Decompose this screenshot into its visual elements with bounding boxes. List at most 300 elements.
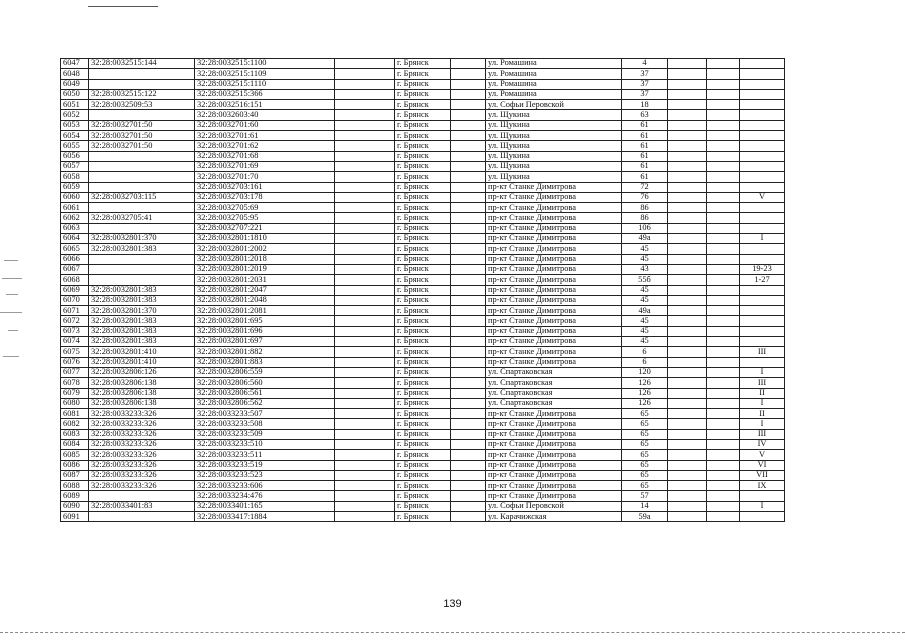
- row-number: 6052: [61, 110, 89, 120]
- apartment: [740, 285, 785, 295]
- cadastral-number: 32:28:0032801:883: [195, 357, 335, 367]
- street: пр-кт Станке Димитрова: [486, 316, 622, 326]
- house-number: 6: [622, 347, 668, 357]
- blank-cell: [335, 131, 395, 141]
- previous-cadastral-number: 32:28:0032701:50: [89, 131, 195, 141]
- blank-cell: [335, 120, 395, 130]
- previous-cadastral-number: 32:28:0032801:370: [89, 234, 195, 244]
- row-number: 6061: [61, 203, 89, 213]
- row-number: 6082: [61, 419, 89, 429]
- table-row: [61, 491, 785, 501]
- blank-cell: [707, 244, 740, 254]
- blank-cell: [451, 419, 486, 429]
- blank-cell: [707, 141, 740, 151]
- previous-cadastral-number: 32:28:0032801:383: [89, 244, 195, 254]
- blank-cell: [707, 79, 740, 89]
- apartment: II: [740, 409, 785, 419]
- city: г. Брянск: [395, 326, 451, 336]
- blank-cell: [668, 316, 707, 326]
- house-number: 126: [622, 388, 668, 398]
- blank-cell: [335, 409, 395, 419]
- blank-cell: [707, 337, 740, 347]
- previous-cadastral-number: [89, 172, 195, 182]
- apartment: [740, 316, 785, 326]
- table-row: [61, 89, 785, 99]
- table-row: [61, 512, 785, 522]
- blank-cell: [668, 69, 707, 79]
- city: г. Брянск: [395, 460, 451, 470]
- row-number: 6078: [61, 378, 89, 388]
- blank-cell: [707, 213, 740, 223]
- blank-cell: [707, 172, 740, 182]
- blank-cell: [668, 501, 707, 511]
- apartment: [740, 254, 785, 264]
- row-number: 6063: [61, 223, 89, 233]
- previous-cadastral-number: [89, 161, 195, 171]
- table-row: [61, 337, 785, 347]
- table-row: [61, 254, 785, 264]
- street: пр-кт Станке Димитрова: [486, 254, 622, 264]
- blank-cell: [707, 481, 740, 491]
- house-number: 86: [622, 203, 668, 213]
- blank-cell: [335, 285, 395, 295]
- cadastral-number: 32:28:0032801:2081: [195, 306, 335, 316]
- blank-cell: [451, 316, 486, 326]
- row-number: 6065: [61, 244, 89, 254]
- previous-cadastral-number: 32:28:0032509:53: [89, 100, 195, 110]
- table-row: [61, 161, 785, 171]
- blank-cell: [335, 192, 395, 202]
- city: г. Брянск: [395, 254, 451, 264]
- house-number: 61: [622, 120, 668, 130]
- house-number: 4: [622, 59, 668, 69]
- city: г. Брянск: [395, 367, 451, 377]
- city: г. Брянск: [395, 223, 451, 233]
- blank-cell: [335, 491, 395, 501]
- previous-cadastral-number: [89, 223, 195, 233]
- previous-cadastral-number: [89, 69, 195, 79]
- blank-cell: [668, 141, 707, 151]
- house-number: 37: [622, 79, 668, 89]
- street: ул. Карачижская: [486, 512, 622, 522]
- cadastral-number: 32:28:0033233:508: [195, 419, 335, 429]
- previous-cadastral-number: 32:28:0032801:383: [89, 316, 195, 326]
- cadastral-number: 32:28:0033233:507: [195, 409, 335, 419]
- cadastral-number: 32:28:0032701:70: [195, 172, 335, 182]
- table-row: [61, 306, 785, 316]
- street: пр-кт Станке Димитрова: [486, 203, 622, 213]
- previous-cadastral-number: [89, 203, 195, 213]
- table-row: [61, 79, 785, 89]
- house-number: 126: [622, 398, 668, 408]
- blank-cell: [707, 295, 740, 305]
- cadastral-number: 32:28:0033401:165: [195, 501, 335, 511]
- apartment: [740, 79, 785, 89]
- previous-cadastral-number: [89, 182, 195, 192]
- blank-cell: [335, 501, 395, 511]
- city: г. Брянск: [395, 295, 451, 305]
- blank-cell: [451, 203, 486, 213]
- cadastral-number: 32:28:0032603:40: [195, 110, 335, 120]
- house-number: 45: [622, 244, 668, 254]
- blank-cell: [707, 161, 740, 171]
- house-number: 45: [622, 316, 668, 326]
- street: пр-кт Станке Димитрова: [486, 234, 622, 244]
- blank-cell: [335, 378, 395, 388]
- blank-cell: [335, 439, 395, 449]
- blank-cell: [707, 120, 740, 130]
- city: г. Брянск: [395, 234, 451, 244]
- table-row: [61, 110, 785, 120]
- cadastral-number: 32:28:0032515:1109: [195, 69, 335, 79]
- blank-cell: [707, 275, 740, 285]
- table-row: [61, 357, 785, 367]
- apartment: [740, 100, 785, 110]
- blank-cell: [451, 264, 486, 274]
- street: ул. Ромашина: [486, 79, 622, 89]
- table-row: [61, 223, 785, 233]
- blank-cell: [668, 481, 707, 491]
- cadastral-number: 32:28:0032806:560: [195, 378, 335, 388]
- table-row: [61, 316, 785, 326]
- blank-cell: [707, 439, 740, 449]
- blank-cell: [451, 100, 486, 110]
- street: пр-кт Станке Димитрова: [486, 264, 622, 274]
- previous-cadastral-number: 32:28:0033233:326: [89, 450, 195, 460]
- apartment: III: [740, 378, 785, 388]
- house-number: 61: [622, 141, 668, 151]
- street: пр-кт Станке Димитрова: [486, 182, 622, 192]
- blank-cell: [668, 79, 707, 89]
- street: ул. Щукина: [486, 120, 622, 130]
- house-number: 65: [622, 450, 668, 460]
- blank-cell: [335, 275, 395, 285]
- blank-cell: [668, 429, 707, 439]
- street: пр-кт Станке Димитрова: [486, 337, 622, 347]
- cadastral-number: 32:28:0033233:510: [195, 439, 335, 449]
- house-number: 6: [622, 357, 668, 367]
- blank-cell: [668, 234, 707, 244]
- blank-cell: [335, 357, 395, 367]
- blank-cell: [335, 110, 395, 120]
- blank-cell: [335, 79, 395, 89]
- house-number: 49а: [622, 306, 668, 316]
- apartment: [740, 306, 785, 316]
- previous-cadastral-number: 32:28:0032806:138: [89, 388, 195, 398]
- row-number: 6059: [61, 182, 89, 192]
- cadastral-number: 32:28:0032705:69: [195, 203, 335, 213]
- apartment: I: [740, 398, 785, 408]
- blank-cell: [451, 367, 486, 377]
- apartment: II: [740, 388, 785, 398]
- city: г. Брянск: [395, 501, 451, 511]
- previous-cadastral-number: 32:28:0032801:383: [89, 285, 195, 295]
- house-number: 61: [622, 161, 668, 171]
- previous-cadastral-number: 32:28:0033233:326: [89, 439, 195, 449]
- city: г. Брянск: [395, 182, 451, 192]
- row-number: 6056: [61, 151, 89, 161]
- blank-cell: [335, 141, 395, 151]
- row-number: 6071: [61, 306, 89, 316]
- blank-cell: [451, 141, 486, 151]
- house-number: 57: [622, 491, 668, 501]
- cadastral-number: 32:28:0032515:1100: [195, 59, 335, 69]
- previous-cadastral-number: 32:28:0032801:383: [89, 295, 195, 305]
- blank-cell: [335, 89, 395, 99]
- house-number: 65: [622, 439, 668, 449]
- apartment: [740, 491, 785, 501]
- blank-cell: [707, 429, 740, 439]
- blank-cell: [335, 182, 395, 192]
- table-row: [61, 470, 785, 480]
- blank-cell: [451, 337, 486, 347]
- row-number: 6087: [61, 470, 89, 480]
- row-number: 6081: [61, 409, 89, 419]
- row-number: 6053: [61, 120, 89, 130]
- city: г. Брянск: [395, 161, 451, 171]
- blank-cell: [335, 450, 395, 460]
- blank-cell: [451, 161, 486, 171]
- blank-cell: [668, 120, 707, 130]
- street: пр-кт Станке Димитрова: [486, 285, 622, 295]
- previous-cadastral-number: [89, 254, 195, 264]
- cadastral-number: 32:28:0033233:523: [195, 470, 335, 480]
- street: пр-кт Станке Димитрова: [486, 357, 622, 367]
- cadastral-number: 32:28:0033234:476: [195, 491, 335, 501]
- street: пр-кт Станке Димитрова: [486, 347, 622, 357]
- previous-cadastral-number: 32:28:0032806:138: [89, 398, 195, 408]
- blank-cell: [707, 357, 740, 367]
- blank-cell: [335, 481, 395, 491]
- street: ул. Ромашина: [486, 59, 622, 69]
- row-number: 6051: [61, 100, 89, 110]
- cadastral-number: 32:28:0032801:697: [195, 337, 335, 347]
- house-number: 65: [622, 429, 668, 439]
- cadastral-number: 32:28:0032705:95: [195, 213, 335, 223]
- blank-cell: [668, 347, 707, 357]
- row-number: 6069: [61, 285, 89, 295]
- city: г. Брянск: [395, 398, 451, 408]
- previous-cadastral-number: 32:28:0032801:410: [89, 357, 195, 367]
- blank-cell: [707, 378, 740, 388]
- previous-cadastral-number: 32:28:0032801:370: [89, 306, 195, 316]
- blank-cell: [335, 512, 395, 522]
- street: пр-кт Станке Димитрова: [486, 450, 622, 460]
- house-number: 37: [622, 69, 668, 79]
- blank-cell: [451, 59, 486, 69]
- street: ул. Спартаковская: [486, 388, 622, 398]
- blank-cell: [707, 110, 740, 120]
- table-row: [61, 326, 785, 336]
- row-number: 6055: [61, 141, 89, 151]
- row-number: 6091: [61, 512, 89, 522]
- blank-cell: [707, 409, 740, 419]
- apartment: III: [740, 429, 785, 439]
- cadastral-number: 32:28:0032801:2047: [195, 285, 335, 295]
- blank-cell: [707, 460, 740, 470]
- previous-cadastral-number: 32:28:0032806:138: [89, 378, 195, 388]
- row-number: 6083: [61, 429, 89, 439]
- table-row: [61, 275, 785, 285]
- city: г. Брянск: [395, 512, 451, 522]
- previous-cadastral-number: [89, 275, 195, 285]
- house-number: 37: [622, 89, 668, 99]
- cadastral-number: 32:28:0033417:1884: [195, 512, 335, 522]
- previous-cadastral-number: [89, 151, 195, 161]
- city: г. Брянск: [395, 89, 451, 99]
- blank-cell: [335, 172, 395, 182]
- city: г. Брянск: [395, 131, 451, 141]
- page-number: 139: [443, 598, 462, 610]
- blank-cell: [335, 460, 395, 470]
- blank-cell: [451, 378, 486, 388]
- cadastral-number: 32:28:0033233:509: [195, 429, 335, 439]
- cadastral-number: 32:28:0032703:161: [195, 182, 335, 192]
- blank-cell: [707, 89, 740, 99]
- street: ул. Щукина: [486, 161, 622, 171]
- header-rule: [88, 6, 158, 7]
- blank-cell: [451, 213, 486, 223]
- blank-cell: [668, 161, 707, 171]
- blank-cell: [668, 491, 707, 501]
- blank-cell: [707, 398, 740, 408]
- blank-cell: [668, 172, 707, 182]
- apartment: [740, 213, 785, 223]
- blank-cell: [451, 275, 486, 285]
- table-row: [61, 481, 785, 491]
- table-row: [61, 439, 785, 449]
- city: г. Брянск: [395, 69, 451, 79]
- blank-cell: [451, 244, 486, 254]
- previous-cadastral-number: 32:28:0033233:326: [89, 429, 195, 439]
- city: г. Брянск: [395, 347, 451, 357]
- table-row: [61, 69, 785, 79]
- city: г. Брянск: [395, 306, 451, 316]
- row-number: 6075: [61, 347, 89, 357]
- house-number: 65: [622, 460, 668, 470]
- blank-cell: [451, 409, 486, 419]
- cadastral-number: 32:28:0032701:60: [195, 120, 335, 130]
- blank-cell: [451, 110, 486, 120]
- city: г. Брянск: [395, 419, 451, 429]
- city: г. Брянск: [395, 110, 451, 120]
- house-number: 76: [622, 192, 668, 202]
- blank-cell: [707, 234, 740, 244]
- apartment: [740, 223, 785, 233]
- cadastral-number: 32:28:0032801:2048: [195, 295, 335, 305]
- street: ул. Щукина: [486, 131, 622, 141]
- blank-cell: [335, 151, 395, 161]
- city: г. Брянск: [395, 213, 451, 223]
- row-number: 6077: [61, 367, 89, 377]
- blank-cell: [451, 89, 486, 99]
- apartment: V: [740, 450, 785, 460]
- blank-cell: [707, 491, 740, 501]
- blank-cell: [451, 120, 486, 130]
- street: ул. Ромашина: [486, 89, 622, 99]
- blank-cell: [707, 388, 740, 398]
- city: г. Брянск: [395, 100, 451, 110]
- blank-cell: [707, 131, 740, 141]
- house-number: 61: [622, 151, 668, 161]
- blank-cell: [451, 254, 486, 264]
- house-number: 45: [622, 254, 668, 264]
- table-row: [61, 120, 785, 130]
- blank-cell: [707, 254, 740, 264]
- street: пр-кт Станке Димитрова: [486, 429, 622, 439]
- blank-cell: [451, 326, 486, 336]
- cadastral-number: 32:28:0032801:1810: [195, 234, 335, 244]
- row-number: 6064: [61, 234, 89, 244]
- previous-cadastral-number: 32:28:0032806:126: [89, 367, 195, 377]
- city: г. Брянск: [395, 79, 451, 89]
- blank-cell: [335, 244, 395, 254]
- cadastral-number: 32:28:0032703:178: [195, 192, 335, 202]
- cadastral-number: 32:28:0032801:2002: [195, 244, 335, 254]
- blank-cell: [451, 429, 486, 439]
- blank-cell: [451, 285, 486, 295]
- previous-cadastral-number: [89, 491, 195, 501]
- table-row: [61, 295, 785, 305]
- house-number: 120: [622, 367, 668, 377]
- cadastral-table: [60, 58, 785, 522]
- blank-cell: [451, 151, 486, 161]
- row-number: 6085: [61, 450, 89, 460]
- blank-cell: [707, 316, 740, 326]
- blank-cell: [335, 398, 395, 408]
- previous-cadastral-number: 32:28:0032701:50: [89, 141, 195, 151]
- blank-cell: [451, 223, 486, 233]
- blank-cell: [668, 367, 707, 377]
- table-row: [61, 151, 785, 161]
- blank-cell: [668, 59, 707, 69]
- table-row: [61, 347, 785, 357]
- previous-cadastral-number: 32:28:0032801:383: [89, 326, 195, 336]
- apartment: [740, 161, 785, 171]
- table-row: [61, 141, 785, 151]
- street: пр-кт Станке Димитрова: [486, 244, 622, 254]
- street: пр-кт Станке Димитрова: [486, 306, 622, 316]
- street: ул. Щукина: [486, 141, 622, 151]
- blank-cell: [451, 491, 486, 501]
- table-row: [61, 378, 785, 388]
- previous-cadastral-number: 32:28:0033233:326: [89, 419, 195, 429]
- street: ул. Щукина: [486, 110, 622, 120]
- table-row: [61, 172, 785, 182]
- table-row: [61, 285, 785, 295]
- table-row: [61, 409, 785, 419]
- blank-cell: [451, 501, 486, 511]
- street: пр-кт Станке Димитрова: [486, 275, 622, 285]
- city: г. Брянск: [395, 470, 451, 480]
- cadastral-number: 32:28:0032701:61: [195, 131, 335, 141]
- apartment: [740, 120, 785, 130]
- blank-cell: [668, 337, 707, 347]
- blank-cell: [668, 254, 707, 264]
- street: ул. Спартаковская: [486, 367, 622, 377]
- footer-rule: [0, 632, 905, 634]
- blank-cell: [335, 100, 395, 110]
- apartment: 19-23: [740, 264, 785, 274]
- city: г. Брянск: [395, 192, 451, 202]
- row-number: 6086: [61, 460, 89, 470]
- blank-cell: [707, 192, 740, 202]
- table-row: [61, 182, 785, 192]
- blank-cell: [451, 357, 486, 367]
- table-row: [61, 131, 785, 141]
- blank-cell: [668, 275, 707, 285]
- blank-cell: [707, 367, 740, 377]
